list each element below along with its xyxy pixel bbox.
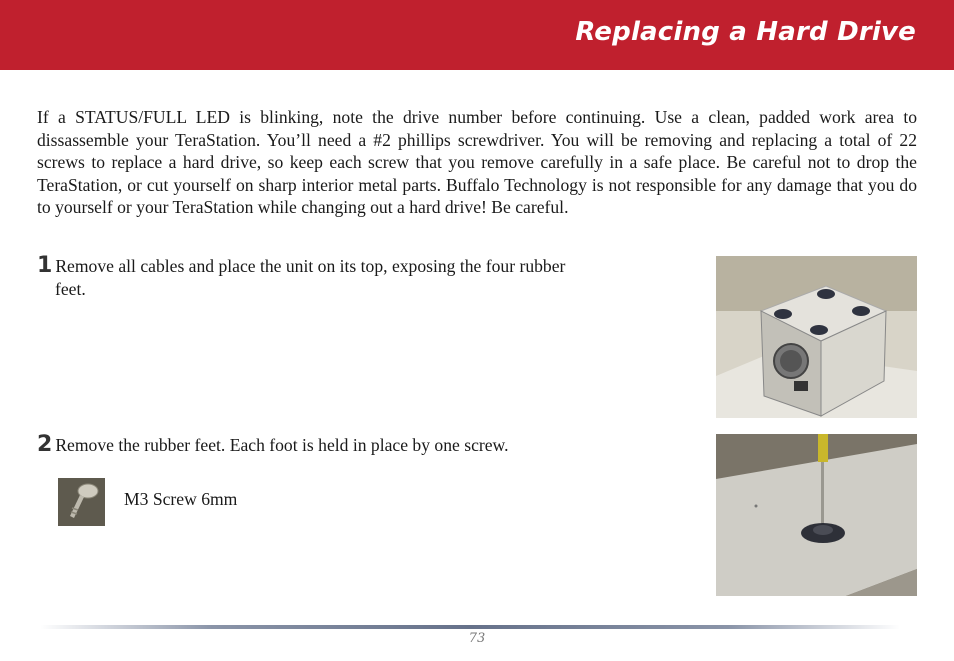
step-1	[37, 255, 697, 300]
screw-image	[58, 478, 105, 526]
page-title: Replacing a Hard Drive	[575, 17, 916, 47]
footer-divider	[40, 625, 900, 629]
page-number: 73	[468, 631, 486, 646]
screw-label: M3 Screw 6mm	[124, 489, 238, 509]
step-text: Remove the rubber feet. Each foot is held in place by one screw.	[55, 435, 509, 455]
photo-screwdriver-removing-foot	[716, 434, 917, 596]
step-2	[37, 434, 697, 457]
intro-paragraph: If a STATUS/FULL LED is blinking, note the drive number before continuing. Use a clean, padded work area to dissassemble your TeraStation. You’ll need a #2 phillips screwdriver. You will be removing and replacing a total of 22 screws to replace a hard drive, so keep each screw that you remove carefully in a safe place. Be careful not to drop the TeraStation, or cut yourself on sharp interior metal parts. Buffalo Technology is not responsible for any damage that you do to yourself or your TeraStation while changing out a hard drive! Be careful.	[37, 107, 917, 218]
step-text: Remove all cables and place the unit on its top, exposing the four rubber	[55, 256, 566, 276]
photo-terastation-upside-down	[716, 256, 917, 418]
step-number: 1	[37, 253, 53, 278]
page-header	[0, 0, 954, 70]
step-text-continued: feet.	[55, 278, 86, 299]
step-number: 2	[37, 432, 53, 457]
